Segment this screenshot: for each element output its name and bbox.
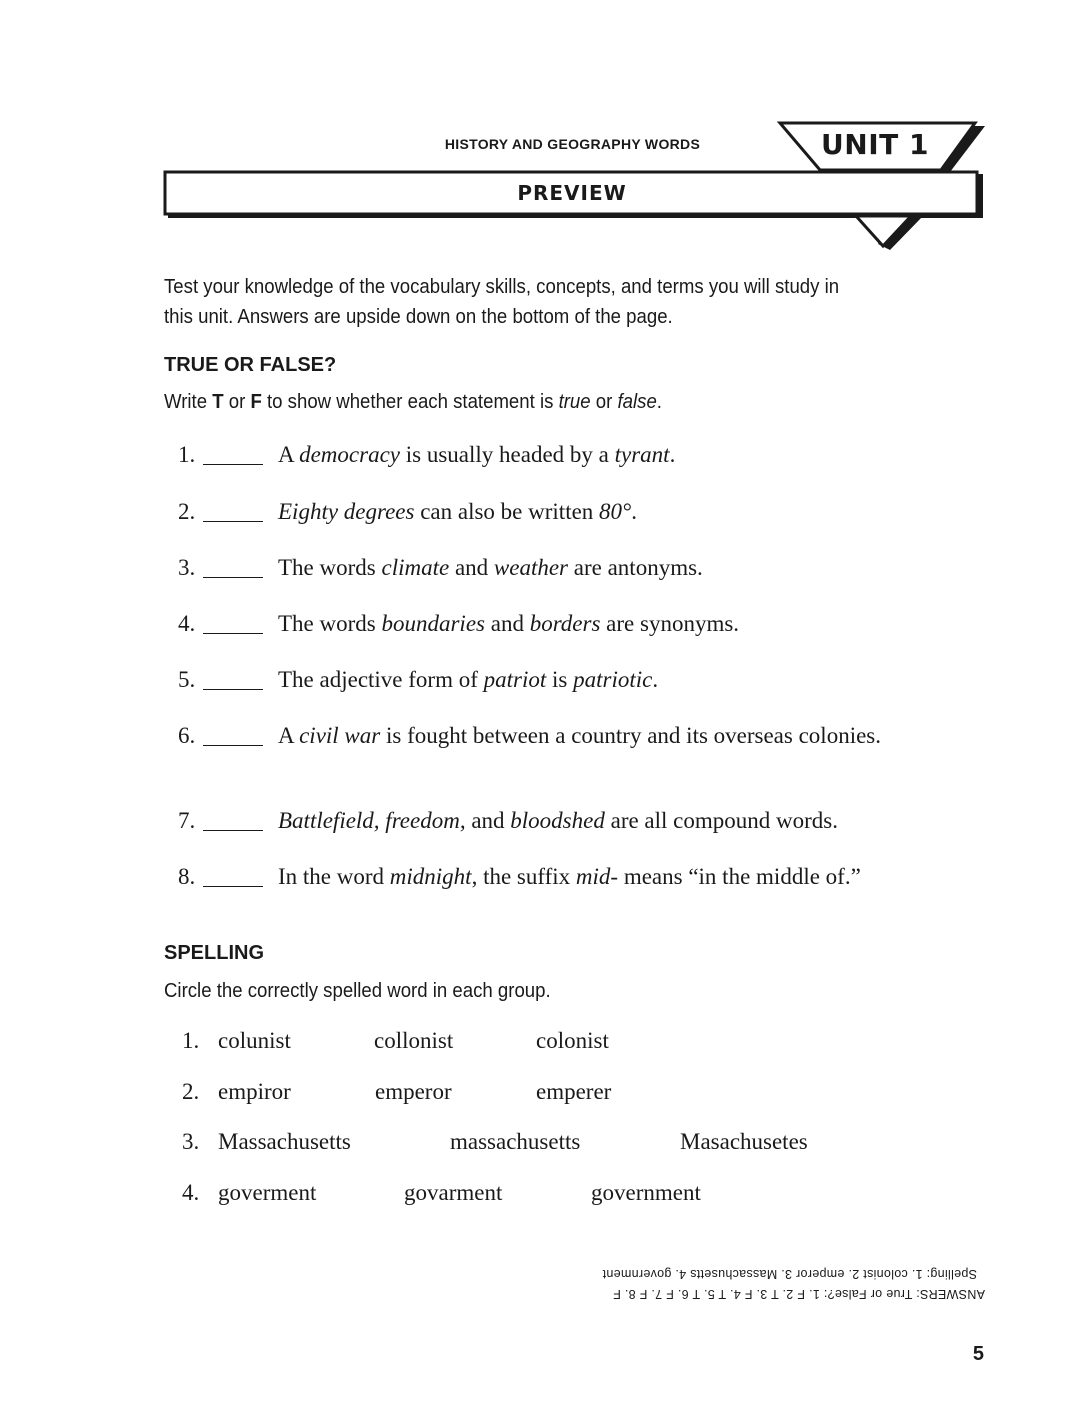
answer-key-true-false: ANSWERS: True or False?: 1. F 2. T 3. F 4. T 5. T 6. F 7. F 8. F <box>612 1287 985 1301</box>
statement-text: The words climate and weather are antonyms. <box>278 555 703 580</box>
group-number: 2. <box>182 1079 200 1104</box>
unit-label: UNIT 1 <box>821 128 929 161</box>
preview-label: PREVIEW <box>517 181 627 205</box>
statement-text: Battlefield, freedom, and bloodshed are all compound words. <box>278 808 838 833</box>
item-number: 8. <box>178 864 196 889</box>
spelling-option[interactable]: emperer <box>536 1079 612 1104</box>
answer-blank[interactable] <box>203 464 263 465</box>
item-number: 4. <box>178 611 196 636</box>
item-number: 7. <box>178 808 196 833</box>
item-number: 1. <box>178 442 196 467</box>
answer-key <box>440 1258 985 1304</box>
spelling-option[interactable]: emperor <box>375 1079 452 1104</box>
group-number: 3. <box>182 1129 200 1154</box>
answer-blank[interactable] <box>203 745 263 746</box>
spelling-option[interactable]: govarment <box>404 1180 503 1205</box>
statement-text: The words boundaries and borders are synonyms. <box>278 611 740 636</box>
spelling-option[interactable]: empiror <box>218 1079 291 1104</box>
page-number: 5 <box>972 1343 984 1365</box>
spelling-option[interactable]: Massachusetts <box>218 1129 351 1154</box>
group-number: 4. <box>182 1180 200 1205</box>
spelling-option[interactable]: colunist <box>218 1028 291 1053</box>
spelling-option[interactable]: government <box>591 1180 701 1205</box>
answer-blank[interactable] <box>203 521 263 522</box>
item-number: 5. <box>178 667 196 692</box>
answer-blank[interactable] <box>203 830 263 831</box>
answer-blank[interactable] <box>203 633 263 634</box>
item-number: 2. <box>178 499 196 524</box>
answer-blank[interactable] <box>203 577 263 578</box>
answer-blank[interactable] <box>203 689 263 690</box>
running-head: HISTORY AND GEOGRAPHY WORDS <box>444 136 701 152</box>
true-false-title: TRUE OR FALSE? <box>164 354 337 376</box>
spelling-option[interactable]: Masachusetes <box>680 1129 808 1154</box>
true-false-instruction: Write T or F to show whether each statement is true or false. <box>164 391 662 413</box>
statement-text: A democracy is usually headed by a tyrant. <box>278 442 676 467</box>
item-number: 6. <box>178 723 196 748</box>
group-number: 1. <box>182 1028 200 1053</box>
statement-text: The adjective form of patriot is patriotic. <box>278 667 659 692</box>
answer-key-spelling: Spelling: 1. colonist 2. emperor 3. Massachusetts 4. government <box>602 1267 977 1281</box>
statement-text: In the word midnight, the suffix mid- means “in the middle of.” <box>278 864 861 889</box>
statement-text: A civil war is fought between a country and its overseas colonies. <box>278 723 881 748</box>
answer-blank[interactable] <box>203 886 263 887</box>
spelling-option[interactable]: massachusetts <box>450 1129 581 1154</box>
spelling-option[interactable]: collonist <box>374 1028 454 1053</box>
intro-text: Test your knowledge of the vocabulary skills, concepts, and terms you will study in this unit. Answers are upside down on the bottom of the page. <box>164 276 840 328</box>
spelling-title: SPELLING <box>164 942 265 964</box>
spelling-option[interactable]: goverment <box>218 1180 317 1205</box>
spelling-option[interactable]: colonist <box>536 1028 609 1053</box>
spelling-instruction: Circle the correctly spelled word in each group. <box>164 980 551 1002</box>
statement-text: Eighty degrees can also be written 80°. <box>278 499 637 524</box>
item-number: 3. <box>178 555 196 580</box>
